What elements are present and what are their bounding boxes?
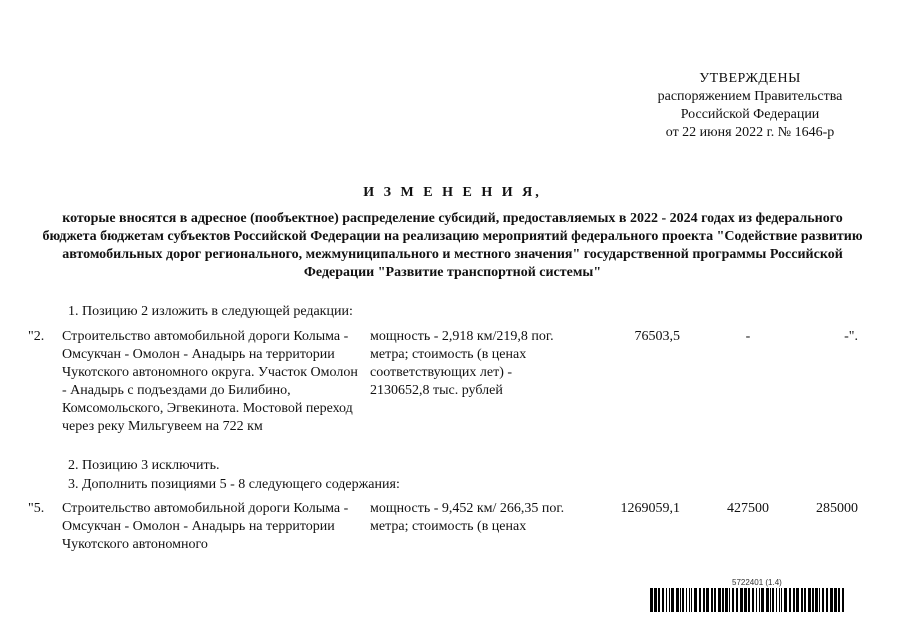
position-2-value-2022: 76503,5	[634, 329, 680, 344]
approval-line-3: от 22 июня 2022 г. № 1646-р	[665, 125, 835, 140]
barcode-bar	[658, 588, 660, 612]
barcode-bar	[776, 588, 777, 612]
position-5-description: Строительство автомобильной дороги Колыма - Омсукчан - Омолон - Анадырь на территории Чукотского автономного	[62, 501, 349, 552]
approval-title: УТВЕРЖДЕНЫ	[699, 71, 801, 86]
barcode-bar	[842, 588, 844, 612]
position-2-row	[28, 328, 878, 454]
position-2-number: "2.	[28, 329, 45, 344]
barcode-bar	[682, 588, 684, 612]
item-1: 1. Позицию 2 изложить в следующей редакции:	[68, 304, 353, 319]
barcode-bar	[732, 588, 734, 612]
barcode-bar	[714, 588, 716, 612]
barcode-bar	[689, 588, 690, 612]
barcode-bar	[770, 588, 771, 612]
barcode-bar	[819, 588, 820, 612]
barcode-bar	[804, 588, 806, 612]
item-3: 3. Дополнить позициями 5 - 8 следующего содержания:	[68, 477, 400, 492]
barcode-bar	[699, 588, 701, 612]
barcode-bar	[748, 588, 750, 612]
barcode	[650, 588, 850, 612]
barcode-bar	[784, 588, 787, 612]
barcode-bar	[744, 588, 747, 612]
barcode-bar	[796, 588, 799, 612]
barcode-bar	[752, 588, 754, 612]
barcode-bar	[691, 588, 692, 612]
barcode-bar	[772, 588, 774, 612]
barcode-label: 5722401 (1.4)	[732, 578, 782, 587]
barcode-bar	[680, 588, 681, 612]
barcode-bar	[830, 588, 833, 612]
position-5-capacity: мощность - 9,452 км/ 266,35 пог. метра; стоимость (в ценах	[370, 501, 565, 534]
barcode-bar	[729, 588, 730, 612]
position-2-capacity: мощность - 2,918 км/219,8 пог. метра; стоимость (в ценах соответствующих лет) - 2130652,8 тыс. рублей	[370, 329, 554, 398]
barcode-bar	[703, 588, 705, 612]
barcode-bar	[834, 588, 837, 612]
barcode-bar	[838, 588, 840, 612]
barcode-bar	[722, 588, 724, 612]
position-5-value-2023: 427500	[727, 501, 769, 516]
position-2-value-2024: -".	[844, 329, 858, 344]
barcode-bar	[711, 588, 713, 612]
position-5-value-2024: 285000	[816, 501, 858, 516]
barcode-bar	[789, 588, 791, 612]
barcode-bar	[654, 588, 657, 612]
position-2-description: Строительство автомобильной дороги Колыма - Омсукчан - Омолон - Анадырь на территории Чукотского автономного округа. Участок Омолон - Анадырь с подъездами до Билибино, Комсомольского, Эгвекинота. Мостовой переход через реку Мильгувеем на 722 км	[62, 329, 358, 434]
barcode-bar	[650, 588, 653, 612]
barcode-bar	[756, 588, 757, 612]
barcode-bar	[662, 588, 664, 612]
barcode-bar	[736, 588, 738, 612]
position-5-row	[28, 500, 878, 556]
barcode-bar	[676, 588, 679, 612]
position-2-value-2023: -	[745, 329, 751, 344]
barcode-bar	[666, 588, 667, 612]
document-heading: И З М Е Н Е Н И Я,	[363, 185, 542, 200]
barcode-bar	[779, 588, 780, 612]
barcode-bar	[725, 588, 728, 612]
position-5-number: "5.	[28, 501, 45, 516]
barcode-bar	[766, 588, 769, 612]
barcode-bar	[718, 588, 721, 612]
barcode-bar	[759, 588, 760, 612]
barcode-bar	[671, 588, 674, 612]
barcode-bar	[694, 588, 697, 612]
barcode-bar	[812, 588, 814, 612]
document-subheading: которые вносятся в адресное (пообъектное) распределение субсидий, предоставляемых в 2022 - 2024 годах из федерального бюджета бюджетам субъектов Российской Федерации на реализацию мероприятий федерального проекта "Содействие развитию автомобильных дорог регионального, межмуниципального и местного значения" государственной программы Российской Федерации "Развитие транспортной системы"	[42, 211, 863, 280]
barcode-bar	[761, 588, 764, 612]
approval-line-2: Российской Федерации	[680, 107, 820, 122]
position-5-value-2022: 1269059,1	[620, 501, 680, 516]
approval-line-1: распоряжением Правительства	[657, 89, 843, 104]
barcode-bar	[686, 588, 687, 612]
approval-stamp	[650, 70, 850, 142]
item-2: 2. Позицию 3 исключить.	[68, 458, 220, 473]
barcode-bar	[793, 588, 795, 612]
barcode-bar	[781, 588, 782, 612]
barcode-bar	[808, 588, 811, 612]
barcode-bar	[801, 588, 803, 612]
barcode-bar	[740, 588, 743, 612]
barcode-bar	[822, 588, 824, 612]
barcode-bar	[815, 588, 818, 612]
barcode-bar	[706, 588, 709, 612]
barcode-bar	[826, 588, 828, 612]
barcode-bar	[669, 588, 670, 612]
